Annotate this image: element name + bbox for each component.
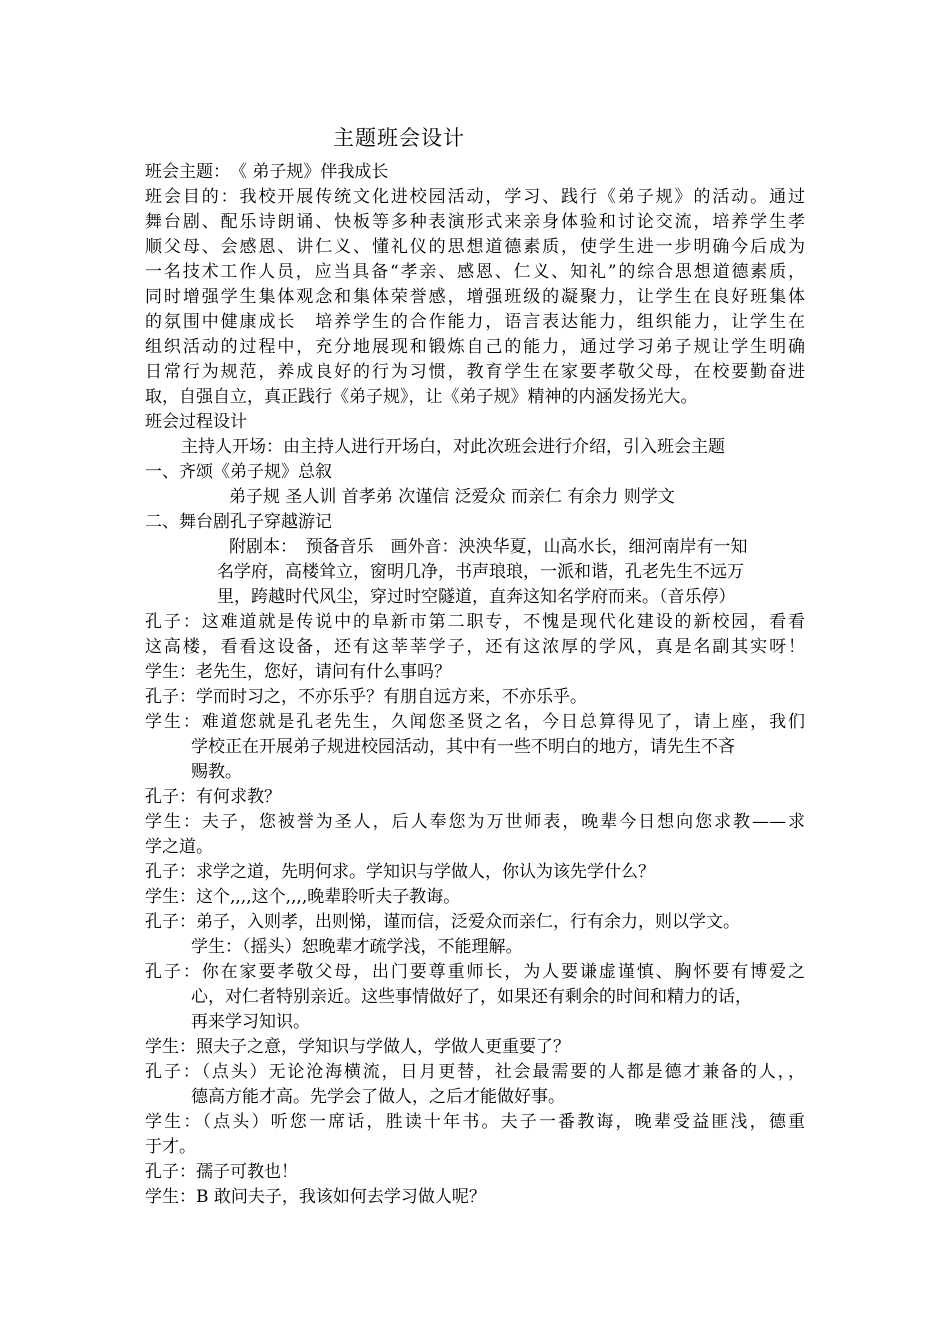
dialogue-line: 孔子：弟子，入则孝，出则悌，谨而信，泛爱众而亲仁，行有余力，则以学文。 bbox=[145, 912, 740, 932]
purpose-line: 顺父母、会感恩、讲仁义、懂礼仪的思想道德素质，使学生进一步明确今后成为 bbox=[145, 237, 805, 257]
dialogue-line: 学生：照夫子之意，学知识与学做人，学做人更重要了？ bbox=[145, 1037, 570, 1057]
dialogue-line: 学生：这个,,,,这个,,,,晚辈聆听夫子教诲。 bbox=[145, 887, 461, 907]
dialogue-line: 再来学习知识。 bbox=[191, 1012, 310, 1032]
purpose-line: 一名技术工作人员，应当具备“孝亲、感恩、仁义、知礼”的综合思想道德素质， bbox=[145, 262, 805, 282]
dialogue-line: 德高方能才高。先学会了做人，之后才能做好事。 bbox=[191, 1087, 565, 1107]
dialogue-line: 孔子：学而时习之，不亦乐乎？有朋自远方来，不亦乐乎。 bbox=[145, 687, 587, 707]
purpose-line: 取，自强自立，真正践行《弟子规》，让《弟子规》精神的内涵发扬光大。 bbox=[145, 387, 698, 407]
section-heading: 二、舞台剧孔子穿越游记 bbox=[145, 512, 332, 532]
purpose-line: 舞台剧、配乐诗朗诵、快板等多种表演形式来亲身体验和讨论交流，培养学生孝 bbox=[145, 212, 805, 232]
dialogue-line: 这高楼，看看这设备，还有这莘莘学子，还有这浓厚的学风，真是名副其实呀！ bbox=[145, 637, 805, 657]
section-heading: 班会过程设计 bbox=[145, 412, 247, 432]
script-intro-line: 附剧本： 预备音乐 画外音：泱泱华夏，山高水长，细河南岸有一知 bbox=[229, 537, 748, 557]
dialogue-line: 赐教。 bbox=[191, 762, 242, 782]
purpose-line: 班会目的：我校开展传统文化进校园活动，学习、践行《弟子规》的活动。通过 bbox=[145, 187, 805, 207]
section-heading: 一、齐颂《弟子规》总叙 bbox=[145, 462, 332, 482]
dialogue-line: 学之道。 bbox=[145, 837, 213, 857]
dialogue-line: 孔子：孺子可教也！ bbox=[145, 1162, 298, 1182]
page-title: 主题班会设计 bbox=[333, 126, 465, 150]
dialogue-line: 学校正在开展弟子规进校园活动，其中有一些不明白的地方，请先生不吝 bbox=[191, 737, 735, 757]
dialogue-line: 学生：难道您就是孔老先生，久闻您圣贤之名，今日总算得见了，请上座，我们 bbox=[145, 712, 805, 732]
script-intro-line: 名学府，高楼耸立，窗明几净，书声琅琅，一派和谐，孔老先生不远万 bbox=[217, 562, 744, 582]
document-body bbox=[145, 160, 805, 1210]
purpose-line: 组织活动的过程中，充分地展现和锻炼自己的能力，通过学习弟子规让学生明确 bbox=[145, 337, 805, 357]
dialogue-line: 心，对仁者特别亲近。这些事情做好了，如果还有剩余的时间和精力的话， bbox=[191, 987, 752, 1007]
host-opening-line: 主持人开场：由主持人进行开场白，对此次班会进行介绍，引入班会主题 bbox=[181, 437, 725, 457]
purpose-line: 的氛围中健康成长 培养学生的合作能力，语言表达能力，组织能力，让学生在 bbox=[145, 312, 805, 332]
dialogue-line: 学生：老先生，您好，请问有什么事吗？ bbox=[145, 662, 451, 682]
dialogue-line: 学生：（点头）听您一席话，胜读十年书。夫子一番教诲，晚辈受益匪浅，德重 bbox=[145, 1112, 805, 1132]
dialogue-line: 学生：夫子，您被誉为圣人，后人奉您为万世师表，晚辈今日想向您求教——求 bbox=[145, 812, 805, 832]
recitation-line: 弟子规 圣人训 首孝弟 次谨信 泛爱众 而亲仁 有余力 则学文 bbox=[229, 487, 675, 507]
dialogue-line: 于才。 bbox=[145, 1137, 196, 1157]
dialogue-line: 学生：（摇头）恕晚辈才疏学浅，不能理解。 bbox=[191, 937, 523, 957]
dialogue-line: 孔子：这难道就是传说中的阜新市第二职专，不愧是现代化建设的新校园，看看 bbox=[145, 612, 805, 632]
dialogue-line: 孔子：（点头）无论沧海横流，日月更替，社会最需要的人都是德才兼备的人，， bbox=[145, 1062, 805, 1082]
theme-line: 班会主题： 《 弟子规》伴我成长 bbox=[145, 162, 389, 182]
script-intro-line: 里，跨越时代风尘，穿过时空隧道，直奔这知名学府而来。（音乐停） bbox=[217, 587, 736, 607]
dialogue-line: 孔子：求学之道，先明何求。学知识与学做人，你认为该先学什么？ bbox=[145, 862, 655, 882]
dialogue-line: 学生：B 敢问夫子，我该如何去学习做人呢？ bbox=[145, 1187, 486, 1207]
dialogue-line: 孔子：你在家要孝敬父母，出门要尊重师长，为人要谦虚谨慎、胸怀要有博爱之 bbox=[145, 962, 805, 982]
purpose-line: 同时增强学生集体观念和集体荣誉感，增强班级的凝聚力，让学生在良好班集体 bbox=[145, 287, 805, 307]
dialogue-line: 孔子：有何求教？ bbox=[145, 787, 281, 807]
purpose-line: 日常行为规范，养成良好的行为习惯，教育学生在家要孝敬父母，在校要勤奋进 bbox=[145, 362, 805, 382]
